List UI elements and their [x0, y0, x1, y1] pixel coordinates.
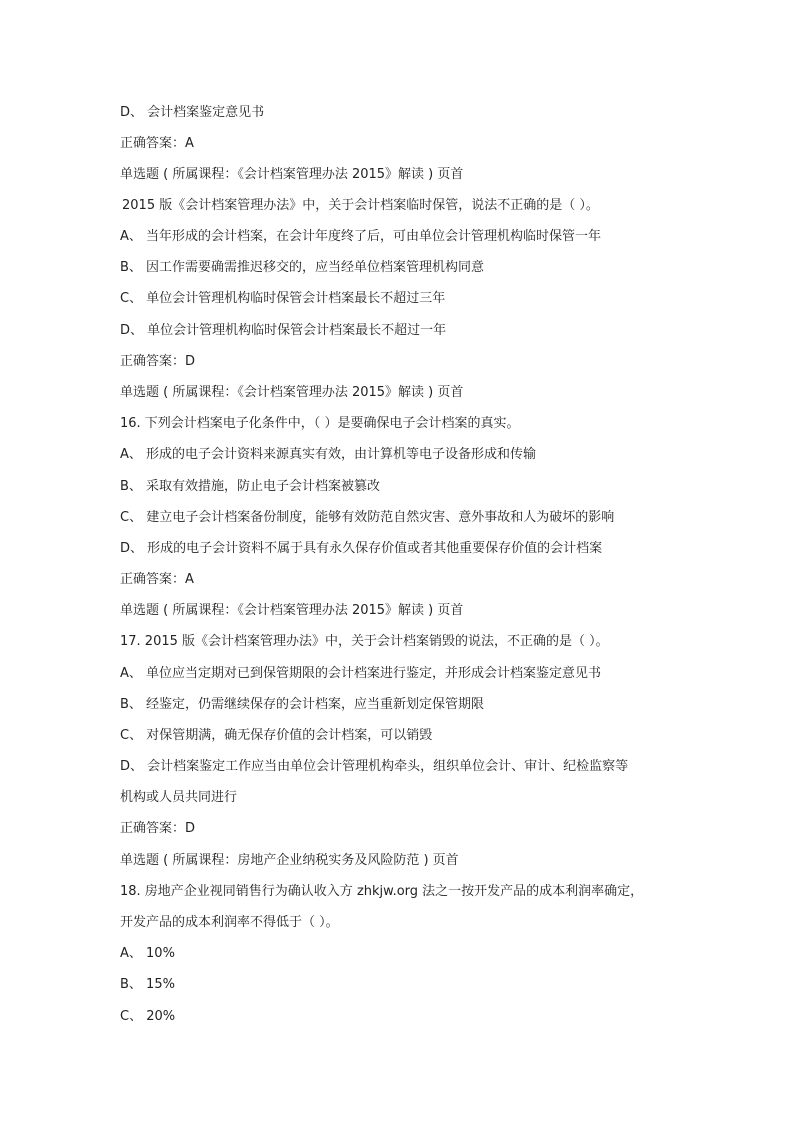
option-d: D、 会计档案鉴定意见书 — [120, 105, 265, 120]
option-b: B、 采取有效措施，防止电子会计档案被篡改 — [120, 479, 381, 494]
question-stem: 2015 版《会计档案管理办法》中，关于会计档案临时保管，说法不正确的是（ ）。 — [122, 198, 599, 213]
question-type: 单选题 ( 所属课程：《会计档案管理办法 2015》解读 ) 页首 — [120, 167, 464, 182]
question-stem: 16. 下列会计档案电子化条件中，（ ）是要确保电子会计档案的真实。 — [120, 416, 520, 431]
option-c: C、 对保管期满，确无保存价值的会计档案，可以销毁 — [120, 728, 433, 743]
question-type: 单选题 ( 所属课程：《会计档案管理办法 2015》解读 ) 页首 — [120, 385, 464, 400]
question-stem: 18. 房地产企业视同销售行为确认收入方 zhkjw.org 法之一按开发产品的成本利润率确定， — [120, 884, 644, 899]
option-d: D、 会计档案鉴定工作应当由单位会计管理机构牵头，组织单位会计、审计、纪检监察等 — [120, 759, 629, 774]
option-d-continued: 机构或人员共同进行 — [120, 790, 238, 805]
option-b: B、 经鉴定，仍需继续保存的会计档案，应当重新划定保管期限 — [120, 697, 485, 712]
question-stem: 17. 2015 版《会计档案管理办法》中，关于会计档案销毁的说法，不正确的是（ ）。 — [120, 634, 609, 649]
option-c: C、 单位会计管理机构临时保管会计档案最长不超过三年 — [120, 291, 446, 306]
option-a: A、 单位应当定期对已到保管期限的会计档案进行鉴定，并形成会计档案鉴定意见书 — [120, 666, 602, 681]
correct-answer: 正确答案：A — [120, 136, 194, 151]
question-stem-continued: 开发产品的成本利润率不得低于（ ）。 — [120, 915, 339, 930]
option-a: A、 当年形成的会计档案，在会计年度终了后，可由单位会计管理机构临时保管一年 — [120, 229, 602, 244]
option-c: C、 20% — [120, 1009, 176, 1024]
correct-answer: 正确答案：D — [120, 821, 196, 836]
question-type: 单选题 ( 所属课程：《会计档案管理办法 2015》解读 ) 页首 — [120, 603, 464, 618]
option-c: C、 建立电子会计档案备份制度，能够有效防范自然灾害、意外事故和人为破坏的影响 — [120, 510, 615, 525]
option-b: B、 因工作需要确需推迟移交的，应当经单位档案管理机构同意 — [120, 260, 485, 275]
correct-answer: 正确答案：D — [120, 354, 196, 369]
question-type: 单选题 ( 所属课程：房地产企业纳税实务及风险防范 ) 页首 — [120, 853, 459, 868]
option-d: D、 形成的电子会计资料不属于具有永久保存价值或者其他重要保存价值的会计档案 — [120, 541, 603, 556]
option-a: A、 10% — [120, 946, 175, 961]
option-d: D、 单位会计管理机构临时保管会计档案最长不超过一年 — [120, 323, 447, 338]
correct-answer: 正确答案：A — [120, 572, 194, 587]
option-a: A、 形成的电子会计资料来源真实有效，由计算机等电子设备形成和传输 — [120, 447, 537, 462]
option-b: B、 15% — [120, 977, 175, 992]
